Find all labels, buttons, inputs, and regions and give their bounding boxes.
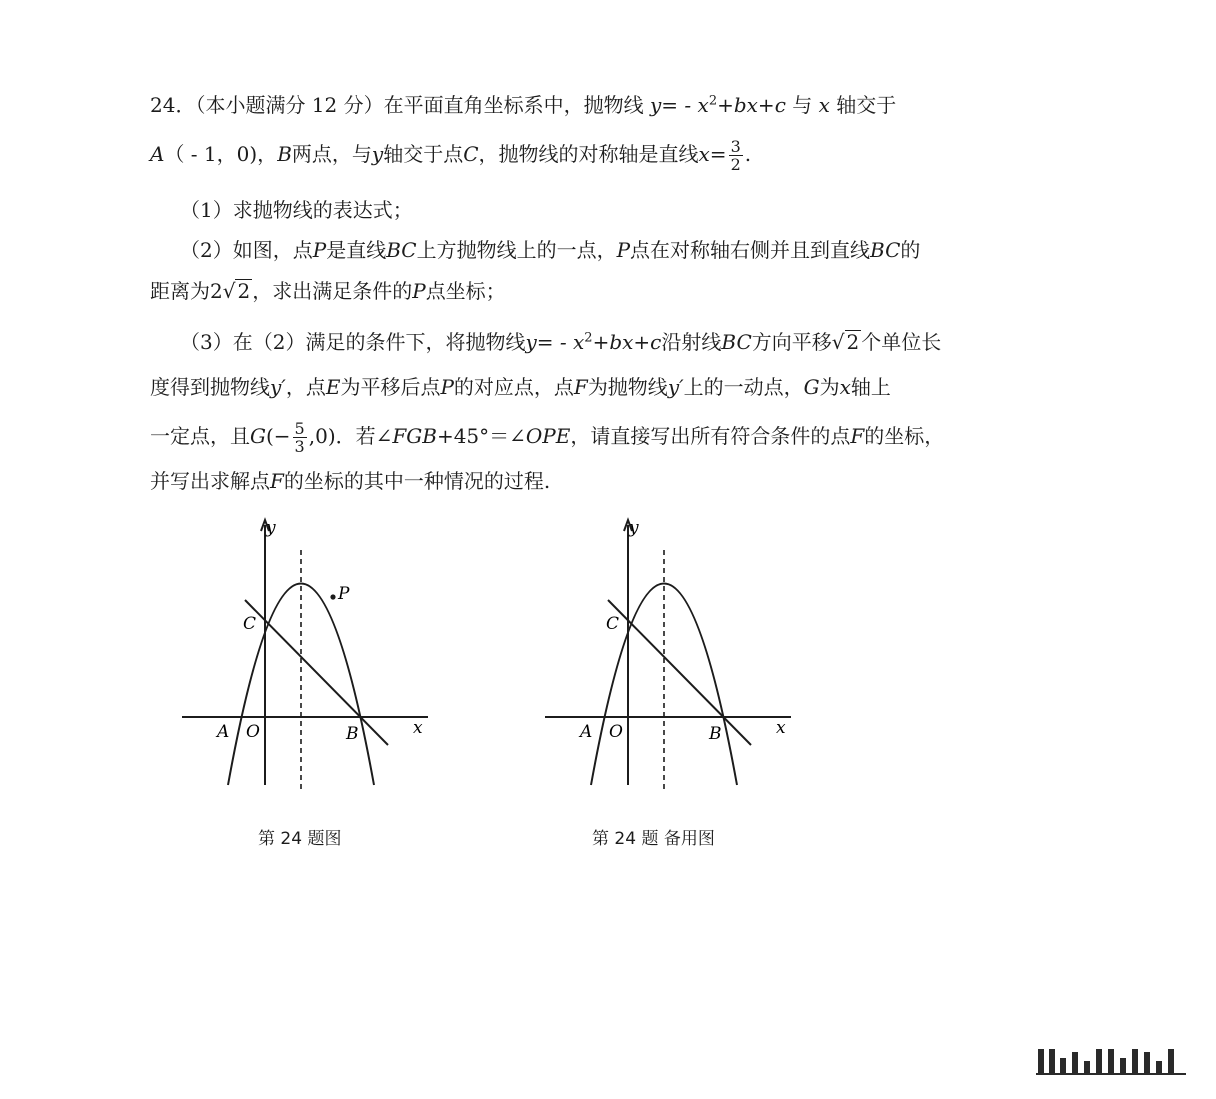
math-coef: 2 (210, 279, 223, 303)
math-var: G (803, 375, 820, 399)
text-span: +45°＝ (436, 424, 510, 448)
math-var: y′ (667, 375, 684, 399)
math-var: x (839, 375, 851, 399)
text-span: 个单位长 (861, 330, 942, 354)
math-var: F (573, 375, 588, 399)
text-span: ，求出满足条件的 (252, 279, 413, 303)
point-c-label: C (243, 614, 257, 634)
math-var: C (463, 142, 479, 166)
point-a-label: A (580, 722, 593, 742)
math-angle: ∠FGB (375, 424, 437, 448)
text-span: 轴交于点 (383, 142, 464, 166)
text-span: 的 (900, 238, 921, 262)
question-3-line-4 (150, 470, 550, 492)
question-2-line-2 (150, 279, 506, 302)
text-span: 与 (792, 93, 813, 117)
fraction-denominator: 3 (294, 437, 305, 456)
line-bc (245, 600, 388, 745)
text-span: （2）如图，点 (180, 238, 313, 262)
text-span: 为抛物线 (587, 375, 668, 399)
math-var: x (698, 142, 710, 166)
text-span: 的对应点，点 (453, 375, 574, 399)
text-span: 方向平移 (751, 330, 832, 354)
text-span: 点坐标； (425, 279, 506, 303)
fraction-five-thirds (293, 420, 307, 455)
math-expr: = - x (536, 330, 585, 354)
figure-backup-diagram (533, 515, 803, 795)
figure-main-caption: 第 24 题图 (258, 829, 342, 849)
math-var: B (277, 142, 292, 166)
math-var: BC (870, 238, 901, 262)
text-span: 上的一动点， (683, 375, 804, 399)
text-span: (− (265, 424, 291, 448)
text-span: 在平面直角坐标系中，抛物线 (383, 93, 644, 117)
text-span: 一定点，且 (150, 424, 250, 448)
math-exponent: 2 (708, 93, 718, 109)
signal-bars-icon (1036, 1046, 1186, 1076)
math-var: y (649, 93, 662, 117)
math-expr: +bx+c (592, 330, 662, 354)
math-var: E (325, 375, 341, 399)
question-3-line-1 (180, 330, 941, 353)
y-axis-label: y (266, 518, 276, 538)
math-var: P (312, 238, 327, 262)
fraction-numerator: 3 (730, 137, 741, 156)
problem-line-1 (150, 94, 896, 116)
math-var: y′ (270, 375, 286, 399)
text-span: 轴交于 (836, 93, 897, 117)
sqrt-sign: √ (222, 279, 236, 303)
text-span: 并写出求解点 (150, 469, 270, 493)
question-3-line-2 (150, 376, 891, 398)
math-angle: ∠OPE (509, 424, 571, 448)
text-span: 的坐标， (864, 424, 945, 448)
point-a-label: A (217, 722, 230, 742)
text-span: . (744, 142, 752, 166)
text-span: ，点 (285, 375, 326, 399)
sqrt-radicand: 2 (237, 279, 251, 303)
point-p-dot (330, 594, 335, 599)
text-span: 的坐标的其中一种情况的过程. (283, 469, 551, 493)
math-var: BC (386, 238, 417, 262)
math-var: y (371, 142, 384, 166)
math-var: y (525, 330, 537, 354)
text-span: 沿射线 (661, 330, 722, 354)
text-span: 为平移后点 (340, 375, 441, 399)
x-axis-label: x (413, 718, 423, 738)
x-axis-label: x (776, 718, 786, 738)
problem-number: 24． (150, 93, 196, 117)
question-3-line-3 (150, 420, 944, 455)
point-b-label: B (709, 724, 722, 744)
figure-backup-caption: 第 24 题 备用图 (592, 829, 715, 849)
text-span: 轴上 (850, 375, 891, 399)
text-span: 是直线 (326, 238, 387, 262)
text-span: 上方抛物线上的一点， (416, 238, 617, 262)
text-span: （ - 1，0)， (164, 142, 278, 166)
sqrt-sign: √ (831, 330, 845, 354)
text-span: 度得到抛物线 (150, 375, 270, 399)
text-span: ，请直接写出所有符合条件的点 (570, 424, 851, 448)
text-span: ,0)．若 (308, 424, 376, 448)
origin-label: O (609, 722, 623, 742)
text-span: （3）在（2）满足的条件下，将抛物线 (180, 330, 526, 354)
fraction-denominator: 2 (730, 155, 741, 174)
math-op: = (709, 142, 727, 166)
points-note: （本小题满分 12 分） (195, 93, 384, 117)
text-span: 距离为 (150, 279, 210, 303)
text-span: 两点，与 (291, 142, 372, 166)
question-1: （1）求抛物线的表达式； (180, 198, 413, 222)
math-var: P (412, 279, 426, 303)
figure-main-diagram (170, 515, 440, 795)
problem-line-2 (150, 138, 751, 173)
line-bc (608, 600, 751, 745)
fraction-three-halves (729, 138, 743, 173)
math-var: BC (721, 330, 752, 354)
math-var: F (270, 469, 284, 493)
math-var: F (850, 424, 865, 448)
text-span: 为 (819, 375, 840, 399)
math-expr: +bx+c (717, 93, 786, 117)
math-var: G (250, 424, 266, 448)
math-var: x (818, 93, 830, 117)
y-axis-label: y (629, 518, 639, 538)
point-p-label: P (338, 584, 350, 604)
question-2-line-1 (180, 239, 920, 261)
fraction-numerator: 5 (294, 419, 305, 438)
math-exponent: 2 (584, 330, 593, 346)
text-span: ，抛物线的对称轴是直线 (478, 142, 699, 166)
origin-label: O (246, 722, 260, 742)
math-var: P (616, 238, 631, 262)
math-var: A (150, 142, 165, 166)
math-expr: = - x (661, 93, 709, 117)
sqrt-radicand: 2 (846, 330, 860, 354)
point-b-label: B (346, 724, 359, 744)
point-c-label: C (606, 614, 620, 634)
math-var: P (440, 375, 454, 399)
text-span: 点在对称轴右侧并且到直线 (630, 238, 871, 262)
